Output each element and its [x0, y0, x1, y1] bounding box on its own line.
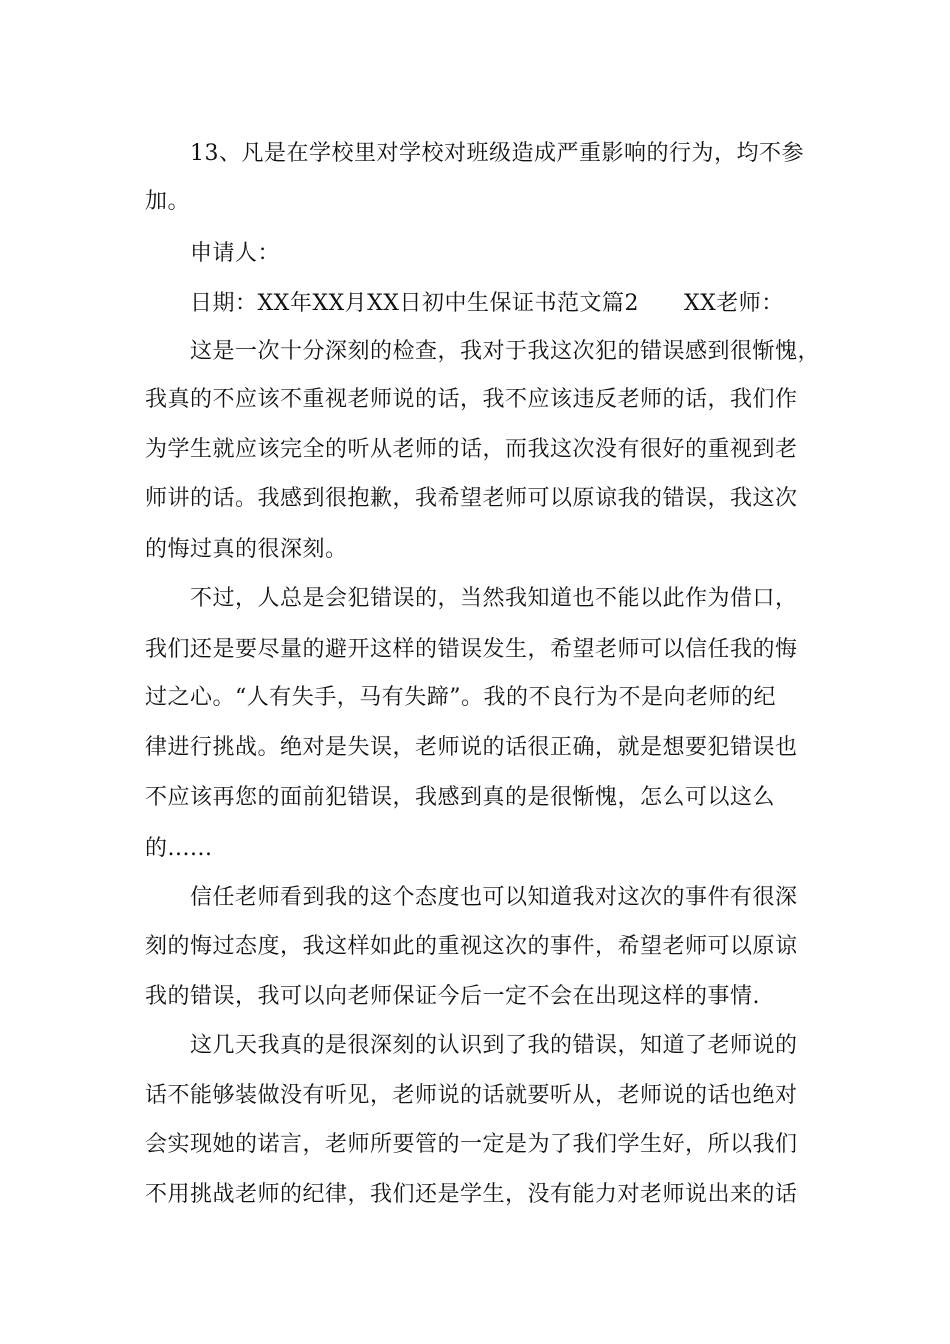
text-line: 不应该再您的面前犯错误，我感到真的是很惭愧，怎么可以这么: [145, 785, 776, 810]
signature-label: 申请人：: [190, 241, 281, 266]
text-line: 这是一次十分深刻的检查，我对于我这次犯的错误感到很惭愧，: [190, 339, 821, 364]
text-line: 的悔过真的很深刻。: [145, 537, 348, 562]
text-line: 会实现她的诺言，老师所要管的一定是为了我们学生好，所以我们: [145, 1132, 798, 1157]
text-line: 话不能够装做没有听见，老师说的话就要听从，老师说的话也绝对: [145, 1083, 798, 1108]
text-line: 加。: [145, 189, 191, 214]
text-line: 师讲的话。我感到很抱歉，我希望老师可以原谅我的错误，我这次: [145, 486, 798, 511]
text-line: 为学生就应该完全的听从老师的话，而我这次没有很好的重视到老: [145, 437, 798, 462]
text-line: 我真的不应该不重视老师说的话，我不应该违反老师的话，我们作: [145, 387, 798, 412]
text-line: 这几天我真的是很深刻的认识到了我的错误，知道了老师说的: [190, 1033, 798, 1058]
text-line: 我们还是要尽量的避开这样的错误发生，希望老师可以信任我的悔: [145, 637, 798, 662]
text-line: 律进行挑战。绝对是失误，老师说的话很正确，就是想要犯错误也: [145, 735, 798, 760]
text-line: 的......: [145, 836, 213, 861]
text-line: 刻的悔过态度，我这样如此的重视这次的事件，希望老师可以原谅: [145, 934, 798, 959]
date-line: 日期：XX年XX月XX日初中生保证书范文篇2 XX老师：: [190, 291, 784, 316]
text-line: 我的错误，我可以向老师保证今后一定不会在出现这样的事情.: [145, 984, 760, 1009]
text-line: 13、凡是在学校里对学校对班级造成严重影响的行为，均不参: [190, 141, 804, 166]
text-line: 不用挑战老师的纪律，我们还是学生，没有能力对老师说出来的话: [145, 1182, 798, 1207]
text-line: 信任老师看到我的这个态度也可以知道我对这次的事件有很深: [190, 885, 798, 910]
text-line: 过之心。“人有失手，马有失蹄”。我的不良行为不是向老师的纪: [145, 685, 776, 710]
text-line: 不过，人总是会犯错误的，当然我知道也不能以此作为借口，: [190, 586, 798, 611]
